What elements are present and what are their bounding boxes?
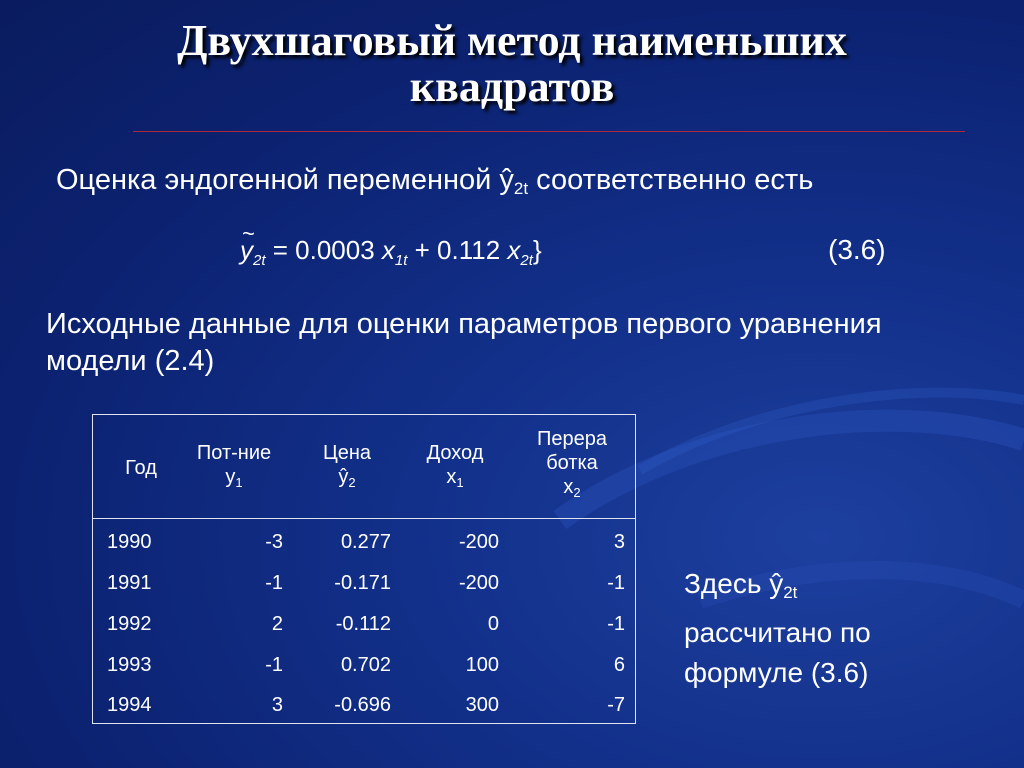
formula-brace: }	[532, 235, 542, 265]
cell-price: 0.277	[340, 531, 391, 553]
cell-processing: -1	[607, 613, 625, 635]
estimate-text: Оценка эндогенной переменной ŷ	[56, 164, 514, 196]
formula-var1: x	[381, 235, 395, 265]
header-processing-label-2: ботка	[546, 452, 598, 474]
formula-3-6	[240, 232, 542, 279]
cell-price: -0.696	[334, 694, 391, 716]
header-consumption-var: y	[225, 466, 236, 488]
header-year-label: Год	[125, 457, 157, 479]
header-year	[101, 456, 181, 480]
cell-consumption: -1	[265, 654, 283, 676]
cell-price: -0.171	[334, 572, 391, 594]
title-divider	[133, 131, 965, 132]
note-subscript: 2t	[783, 583, 798, 602]
header-processing	[513, 427, 631, 505]
cell-price: 0.702	[340, 654, 391, 676]
slide-title	[40, 18, 984, 110]
cell-consumption: -1	[265, 572, 283, 594]
cell-year: 1990	[107, 531, 152, 553]
cell-price: -0.112	[335, 613, 391, 635]
table-row	[93, 522, 635, 562]
header-consumption-label: Пот-ние	[196, 442, 272, 464]
cell-year: 1993	[107, 654, 152, 676]
formula-var1-sub: 1t	[394, 252, 408, 269]
estimate-subscript: 2t	[513, 179, 529, 198]
cell-income: 300	[465, 694, 499, 716]
cell-year: 1992	[107, 613, 152, 635]
table-header	[93, 415, 635, 519]
cell-processing: 3	[613, 531, 625, 553]
header-consumption	[179, 441, 289, 495]
header-income-label: Доход	[426, 442, 484, 464]
cell-consumption: -3	[265, 531, 283, 553]
header-price-sub: 2	[348, 475, 356, 490]
note-line-3: формуле (3.6)	[684, 657, 869, 688]
header-processing-var: x	[563, 476, 574, 498]
note-line-2: рассчитано по	[684, 617, 871, 648]
formula-plus: + 0.112	[407, 235, 508, 265]
cell-income: 0	[487, 613, 499, 635]
header-price-var: ŷ	[338, 466, 349, 488]
table-row	[93, 563, 635, 603]
side-note	[684, 564, 984, 693]
data-table	[92, 414, 636, 724]
estimate-suffix: соответственно есть	[528, 164, 814, 196]
table-row	[93, 604, 635, 644]
formula-lhs-sub: 2t	[253, 252, 266, 269]
cell-income: 100	[465, 654, 499, 676]
table-row	[93, 685, 635, 725]
header-income-var: x	[446, 466, 457, 488]
note-line-1: Здесь ŷ	[684, 568, 784, 599]
header-price-label: Цена	[322, 442, 372, 464]
cell-year: 1994	[107, 694, 152, 716]
estimate-sentence	[56, 162, 813, 207]
header-income-sub: 1	[456, 475, 464, 490]
formula-lhs: ~ y	[240, 232, 253, 268]
formula-equals: = 0.0003	[265, 235, 382, 265]
cell-processing: -7	[607, 694, 625, 716]
cell-consumption: 3	[271, 694, 283, 716]
source-data-paragraph: Исходные данные для оценки параметров первого уравнения модели (2.4)	[46, 308, 882, 377]
header-consumption-sub: 1	[235, 475, 243, 490]
cell-income: -200	[458, 572, 499, 594]
title-line-2: квадратов	[409, 62, 615, 111]
header-price	[297, 441, 397, 495]
cell-processing: -1	[607, 572, 625, 594]
title-line-1: Двухшаговый метод наименьших	[177, 16, 847, 65]
cell-income: -200	[458, 531, 499, 553]
equation-number: (3.6)	[828, 234, 886, 265]
table-row	[93, 645, 635, 685]
header-processing-sub: 2	[573, 485, 581, 500]
cell-year: 1991	[107, 572, 152, 594]
formula-var2-sub: 2t	[520, 252, 533, 269]
cell-processing: 6	[613, 654, 625, 676]
header-income	[405, 441, 505, 495]
cell-consumption: 2	[271, 613, 283, 635]
header-processing-label-1: Перера	[537, 428, 607, 450]
formula-var2: x	[507, 235, 521, 265]
